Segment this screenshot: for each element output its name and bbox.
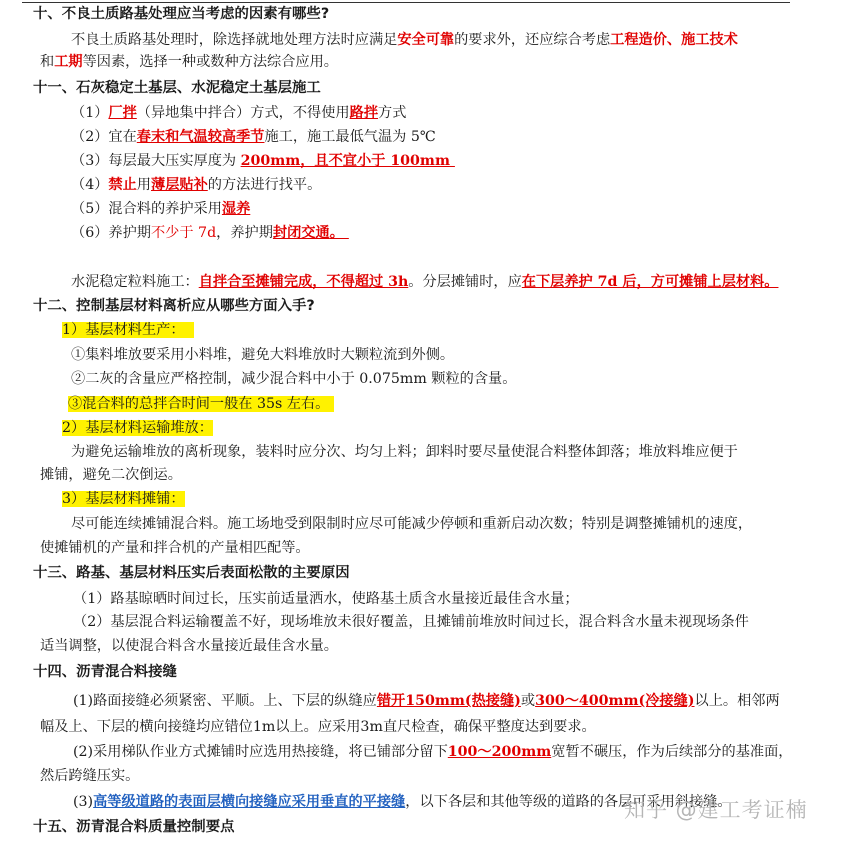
- section-14-item-3: (3)高等级道路的表面层横向接缝应采用垂直的平接缝，以下各层和其他等级的道路的各层可采用斜接缝。: [73, 794, 732, 810]
- section-13-heading: 十三、路基、基层材料压实后表面松散的主要原因: [33, 565, 350, 581]
- section-11-item-3: （3）每层最大压实厚度为 200mm，且不宜小于 100mm: [71, 153, 450, 169]
- section-12-sub-2: 2）基层材料运输堆放：: [62, 420, 213, 436]
- section-13-item-2-line1: （2）基层混合料运输覆盖不好，现场堆放未很好覆盖，且摊铺前堆放时间过长，混合料含水量未视现场条件: [73, 614, 749, 630]
- section-11-heading: 十一、石灰稳定土基层、水泥稳定土基层施工: [33, 80, 321, 96]
- section-14-item-1-line1: (1)路面接缝必须紧密、平顺。上、下层的纵缝应错开150mm(热接缝)或300～400mm(冷接缝)以上。相邻两: [73, 693, 780, 709]
- section-10-heading: 十、不良土质路基处理应当考虑的因素有哪些?: [33, 6, 330, 22]
- section-10-paragraph-line1: 不良土质路基处理时，除选择就地处理方法时应满足安全可靠的要求外，还应综合考虑工程造价、施工技术: [71, 32, 738, 48]
- section-10-paragraph-line2: 和工期等因素，选择一种或数种方法综合应用。: [40, 54, 338, 70]
- section-14-item-2-line2: 然后跨缝压实。: [40, 768, 140, 784]
- section-11-item-5: （5）混合料的养护采用湿养: [71, 201, 251, 217]
- section-12-item-1a: ①集料堆放要采用小料堆，避免大料堆放时大颗粒流到外侧。: [71, 347, 455, 363]
- section-12-item-3a: 尽可能连续摊铺混合料。施工场地受到限制时应尽可能减少停顿和重新启动次数；特别是调整摊铺机的速度，: [71, 516, 753, 532]
- section-11-item-1: （1）厂拌（异地集中拌合）方式，不得使用路拌方式: [71, 105, 407, 121]
- section-11-cement-paragraph: 水泥稳定粒料施工：自拌合至摊铺完成，不得超过 3h。分层摊铺时，应在下层养护 7d 后，方可摊铺上层材料。: [71, 274, 779, 290]
- section-14-item-1-line2: 幅及上、下层的横向接缝均应错位1m以上。应采用3m直尺检查，确保平整度达到要求。: [40, 719, 596, 735]
- section-15-heading: 十五、沥青混合料质量控制要点: [33, 819, 235, 835]
- section-11-item-4: （4）禁止用薄层贴补的方法进行找平。: [71, 177, 322, 193]
- section-12-item-3b: 使摊铺机的产量和拌合机的产量相匹配等。: [40, 540, 310, 556]
- section-12-sub-1: 1）基层材料生产：: [62, 320, 194, 340]
- section-12-item-2b: 摊铺，避免二次倒运。: [40, 467, 182, 483]
- section-12-item-1c: ③混合料的总拌合时间一般在 35s 左右。: [68, 394, 334, 414]
- section-14-heading: 十四、沥青混合料接缝: [33, 664, 177, 680]
- section-12-item-2a: 为避免运输堆放的离析现象，装料时应分次、均匀上料；卸料时要尽量使混合料整体卸落；堆放料堆应便于: [71, 444, 738, 460]
- section-13-item-2-line2: 适当调整，以使混合料含水量接近最佳含水量。: [40, 638, 338, 654]
- zhihu-watermark: 知乎 @建工考证楠: [624, 798, 808, 822]
- section-14-item-2-line1: (2)采用梯队作业方式摊铺时应选用热接缝，将已铺部分留下100～200mm宽暂不碾压，作为后续部分的基准面，: [73, 744, 793, 760]
- section-11-item-2: （2）宜在春末和气温较高季节施工，施工最低气温为 5℃: [71, 129, 436, 145]
- top-rule: [22, 2, 790, 3]
- section-12-sub-3: 3）基层材料摊铺：: [62, 491, 185, 507]
- section-12-heading: 十二、控制基层材料离析应从哪些方面入手?: [33, 298, 315, 314]
- section-13-item-1: （1）路基晾晒时间过长，压实前适量洒水，使路基土质含水量接近最佳含水量；: [73, 591, 579, 607]
- section-12-item-1b: ②二灰的含量应严格控制，减少混合料中小于 0.075mm 颗粒的含量。: [71, 371, 517, 387]
- section-11-item-6: （6）养护期不少于 7d，养护期封闭交通。: [71, 225, 349, 241]
